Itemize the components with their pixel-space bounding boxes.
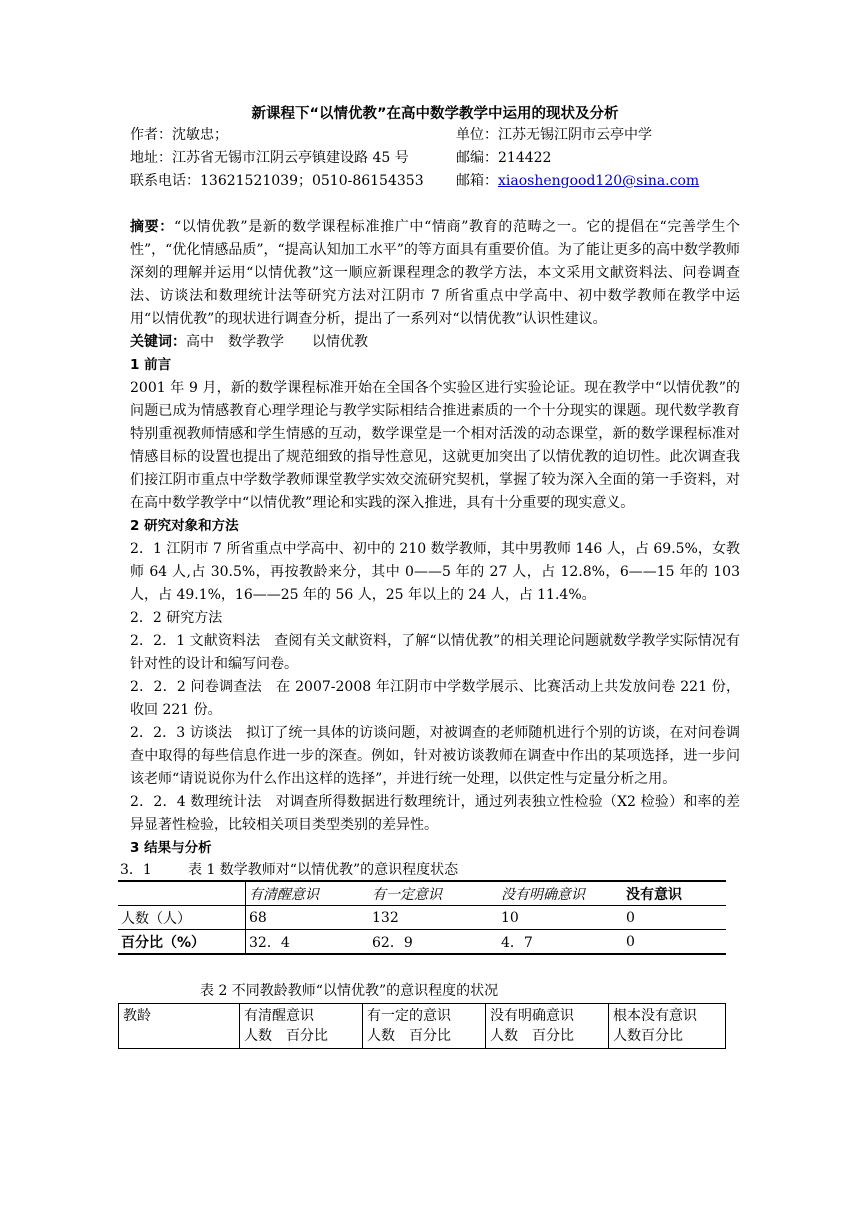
table1 [118, 880, 726, 955]
section2-heading: 2 研究对象和方法 [130, 518, 239, 534]
table2 [118, 1003, 726, 1049]
address-line: 地址：江苏省无锡市江阴云亭镇建设路 45 号 [130, 150, 409, 166]
section1-text: 2001 年 9 月，新的数学课程标准开始在全国各个实验区进行实验论证。现在教学中“以情优教”的问题已成为情感教育心理学理论与教学实际相结合推进素质的一个十分现实的课题。现代数学教育特别重视教师情感和学生情感的互动，数学课堂是一个相对活泼的动态课堂，新的数学课程标准对情感目标的设置也提出了规范细致的指导性意见，这就更加突出了以情优教的迫切性。此次调查我们接江阴市重点中学数学教师课堂教学实效交流研究契机，掌握了较为深入全面的第一手资料，对在高中数学教学中“以情优教”理论和实践的深入推进，具有十分重要的现实意义。 [130, 380, 740, 511]
table2-col-title: 没有明确意识 [490, 1008, 574, 1024]
table-row [118, 906, 726, 930]
section2-2-1: 2．2．1 文献资料法 查阅有关文献资料，了解“以情优教”的相关理论问题就数学教学实际情况有针对性的设计和编写问卷。 [130, 633, 740, 672]
section2-2-2: 2．2．2 问卷调查法 在 2007-2008 年江阴市中学数学展示、比赛活动上共发放问卷 221 份，收回 221 份。 [130, 679, 740, 718]
table2-col-title: 有一定的意识 [367, 1008, 451, 1024]
table2-cell [609, 1004, 726, 1049]
section1-heading: 1 前言 [130, 357, 172, 373]
table1-cell: 0 [626, 909, 635, 926]
table1-cell: 62．9 [369, 930, 498, 955]
section2-1: 2．1 江阴市 7 所省重点中学高中、初中的 210 数学教师，其中男教师 146 人，占 69.5%，女教师 64 人,占 30.5%，再按教龄来分，其中 0——5 年的 27 人，占 12.8%，6——15 年的 103 人，占 49.1%，16——25 年的 56 人，25 年以上的 24 人，占 11.4%。 [130, 541, 740, 603]
section2-2: 2．2 研究方法 [130, 610, 223, 626]
table2-col-subtitle: 人数百分比 [613, 1028, 683, 1044]
table2-cell [486, 1004, 609, 1049]
email-label: 邮箱： [456, 173, 498, 189]
table1-cell: 0 [623, 930, 726, 955]
info-row-3 [130, 170, 740, 193]
info-row-1 [130, 124, 740, 147]
section2-2-3: 2．2．3 访谈法 拟订了统一具体的访谈问题，对被调查的老师随机进行个别的访谈，在对问卷调查中取得的每些信息作进一步的深查。例如，针对被访谈教师在调查中作出的某项选择，进一步问该老师“请说说你为什么作出这样的选择”，并进行统一处理，以供定性与定量分析之用。 [130, 725, 740, 787]
abstract-label: 摘要： [130, 219, 174, 235]
table1-cell: 32．4 [246, 930, 370, 955]
phone-line: 联系电话：13621521039；0510-86154353 [130, 173, 424, 189]
table1-cell: 10 [501, 909, 519, 926]
keywords-text: 高中 数学教学 以情优教 [186, 334, 368, 350]
postcode-line: 邮编：214422 [456, 150, 552, 166]
keywords [130, 331, 740, 354]
author-line: 作者：沈敏忠； [130, 127, 228, 143]
table-row [118, 930, 726, 955]
email-line [456, 170, 699, 193]
section2-2-4: 2．2．4 数理统计法 对调查所得数据进行数理统计，通过列表独立性检验（X2 检验）和率的差异显著性检验，比较相关项目类型类别的差异性。 [130, 794, 740, 833]
table1-caption-row [120, 860, 740, 880]
table1-cell: 人数（人） [121, 910, 191, 927]
table2-col-title: 根本没有意识 [613, 1008, 697, 1024]
table1-header-cell [118, 881, 246, 906]
unit-line: 单位：江苏无锡江阴市云亭中学 [456, 127, 652, 143]
email-link[interactable]: xiaoshengood120@sina.com [498, 173, 700, 189]
table1-header-cell: 有清醒意识 [246, 881, 370, 906]
table2-cell: 教龄 [119, 1004, 240, 1049]
table2-col-subtitle: 人数 百分比 [244, 1028, 328, 1044]
table1-header-row [118, 881, 726, 906]
table1-cell: 百分比（%） [118, 930, 246, 955]
subsection-number: 3．1 [120, 862, 152, 878]
table1-header-cell: 没有明确意识 [498, 881, 623, 906]
info-row-2 [130, 147, 740, 170]
document-page [120, 104, 740, 1049]
abstract-text: “以情优教”是新的数学课程标准推广中“情商”教育的范畴之一。它的提倡在“完善学生个性”，“优化情感品质”，“提高认知加工水平”的等方面具有重要价值。为了能让更多的高中数学教师深刻的理解并运用“以情优教”这一顺应新课程理念的教学方法，本文采用文献资料法、问卷调查法、访谈法和数理统计法等研究方法对江阴市 7 所省重点中学高中、初中数学教师在教学中运用“以情优教”的现状进行调查分析，提出了一系列对“以情优教”认识性建议。 [130, 219, 740, 327]
page-title: 新课程下“以情优教”在高中数学教学中运用的现状及分析 [251, 106, 619, 122]
table2-cell [240, 1004, 363, 1049]
table2-cell [363, 1004, 486, 1049]
table1-header-cell: 有一定意识 [369, 881, 498, 906]
table2-col-subtitle: 人数 百分比 [367, 1028, 451, 1044]
table1-cell: 4．7 [498, 930, 623, 955]
table1-header-cell: 没有意识 [623, 881, 726, 906]
abstract [130, 216, 740, 331]
table2-caption: 表 2 不同教龄教师“以情优教”的意识程度的状况 [200, 983, 499, 999]
table2-col-title: 有清醒意识 [244, 1008, 314, 1024]
table2-col-subtitle: 人数 百分比 [490, 1028, 574, 1044]
table1-cell: 68 [246, 906, 370, 930]
table2-header-row [119, 1004, 726, 1049]
table1-cell: 132 [372, 909, 399, 926]
table1-caption: 表 1 数学教师对“以情优教”的意识程度状态 [188, 862, 459, 878]
keywords-label: 关键词： [130, 334, 186, 350]
section3-heading: 3 结果与分析 [130, 840, 212, 856]
